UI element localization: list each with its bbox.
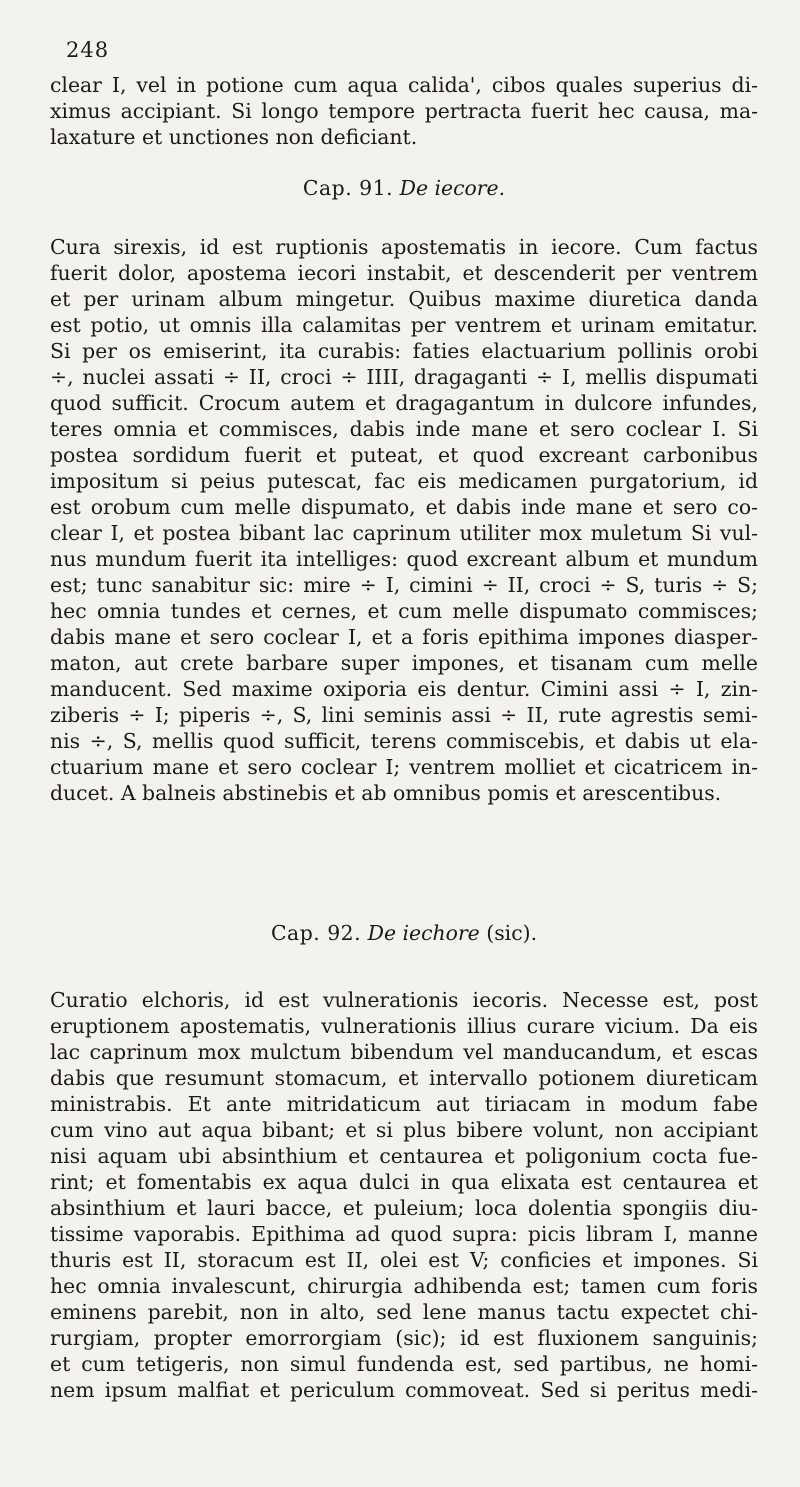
text-line: ctuarium mane et sero coclear I; ventrem molliet et cicatricem in-: [50, 755, 758, 779]
text-line: impositum si peius putescat, fac eis medicamen purgatorium, id: [50, 469, 758, 493]
text-line: nem ipsum malfiat et periculum commoveat. Sed si peritus medi-: [50, 1378, 758, 1402]
text-line: absinthium et lauri bacce, et puleium; loca dolentia spongiis diu-: [50, 1196, 758, 1220]
text-line: teres omnia et commisces, dabis inde mane et sero coclear I. Si: [50, 417, 758, 441]
chapter-heading: [50, 175, 758, 201]
text-line: ministrabis. Et ante mitridaticum aut tiriacam in modum fabe: [50, 1092, 758, 1116]
text-line: clear I, et postea bibant lac caprinum utiliter mox muletum Si vul-: [50, 521, 758, 545]
text-line: eruptionem apostematis, vulnerationis illius curare vicium. Da eis: [50, 1014, 758, 1038]
text-line: Si per os emiserint, ita curabis: faties elactuarium pollinis orobi: [50, 339, 758, 363]
text-line: postea sordidum fuerit et puteat, et quod excreant carbonibus: [50, 443, 758, 467]
text-line: hec omnia invalescunt, chirurgia adhibenda est; tamen cum foris: [50, 1274, 758, 1298]
text-line: thuris est II, storacum est II, olei est V; conficies et impones. Si: [50, 1248, 758, 1272]
text-line: et per urinam album mingetur. Quibus maxime diuretica danda: [50, 287, 758, 311]
text-line: ziberis ÷ I; piperis ÷, S, lini seminis assi ÷ II, rute agrestis semi-: [50, 703, 758, 727]
chapter-title: De iecore.: [399, 176, 506, 200]
chapter-number: Cap. 92.: [270, 921, 362, 945]
text-line: ÷, nuclei assati ÷ II, croci ÷ IIII, dragaganti ÷ I, mellis dispumati: [50, 365, 758, 389]
page-number: 248: [66, 38, 110, 62]
text-line: est potio, ut omnis illa calamitas per ventrem et urinam emitatur.: [50, 313, 758, 337]
text-line: Curatio elchoris, id est vulnerationis iecoris. Necesse est, post: [50, 988, 758, 1012]
text-line: cum vino aut aqua bibant; et si plus bibere volunt, non accipiant: [50, 1118, 758, 1142]
text-line: ximus accipiant. Si longo tempore pertracta fuerit hec causa, ma-: [50, 99, 758, 123]
chapter-number: Cap. 91.: [302, 176, 394, 200]
text-line: laxature et unctiones non deficiant.: [50, 125, 418, 149]
text-line: maton, aut crete barbare super impones, et tisanam cum melle: [50, 651, 758, 675]
text-line: dabis que resumunt stomacum, et intervallo potionem diureticam: [50, 1066, 758, 1090]
chapter-title: De iechore: [367, 921, 480, 945]
text-line: et cum tetigeris, non simul fundenda est, sed partibus, ne homi-: [50, 1352, 758, 1376]
text-line: eminens parebit, non in alto, sed lene manus tactu expectet chi-: [50, 1300, 758, 1324]
text-line: nus mundum fuerit ita intelliges: quod excreant album et mundum: [50, 547, 758, 571]
text-line: hec omnia tundes et cernes, et cum melle dispumato commisces;: [50, 599, 758, 623]
text-line: manducent. Sed maxime oxiporia eis dentur. Cimini assi ÷ I, zin-: [50, 677, 758, 701]
text-line: Cura sirexis, id est ruptionis apostematis in iecore. Cum factus: [50, 235, 758, 259]
text-line: est orobum cum melle dispumato, et dabis inde mane et sero co-: [50, 495, 758, 519]
text-line: ducet. A balneis abstinebis et ab omnibus pomis et arescentibus.: [50, 781, 722, 805]
text-line: tissime vaporabis. Epithima ad quod supra: picis libram I, manne: [50, 1222, 758, 1246]
text-line: nisi aquam ubi absinthium et centaurea et poligonium cocta fue-: [50, 1144, 758, 1168]
text-line: rurgiam, propter emorrorgiam (sic); id est fluxionem sanguinis;: [50, 1326, 758, 1350]
text-line: quod sufficit. Crocum autem et dragagantum in dulcore infundes,: [50, 391, 758, 415]
chapter-note: (sic).: [486, 921, 538, 945]
text-line: lac caprinum mox mulctum bibendum vel manducandum, et escas: [50, 1040, 758, 1064]
text-line: rint; et fomentabis ex aqua dulci in qua elixata est centaurea et: [50, 1170, 758, 1194]
text-line: nis ÷, S, mellis quod sufficit, terens commiscebis, et dabis ut ela-: [50, 729, 758, 753]
text-line: dabis mane et sero coclear I, et a foris epithima impones diasper-: [50, 625, 758, 649]
text-line: clear I, vel in potione cum aqua calida', cibos quales superius di-: [50, 73, 758, 97]
chapter-heading: [50, 920, 758, 946]
text-line: fuerit dolor, apostema iecori instabit, et descenderit per ventrem: [50, 261, 758, 285]
text-line: est; tunc sanabitur sic: mire ÷ I, cimini ÷ II, croci ÷ S, turis ÷ S;: [50, 573, 758, 597]
